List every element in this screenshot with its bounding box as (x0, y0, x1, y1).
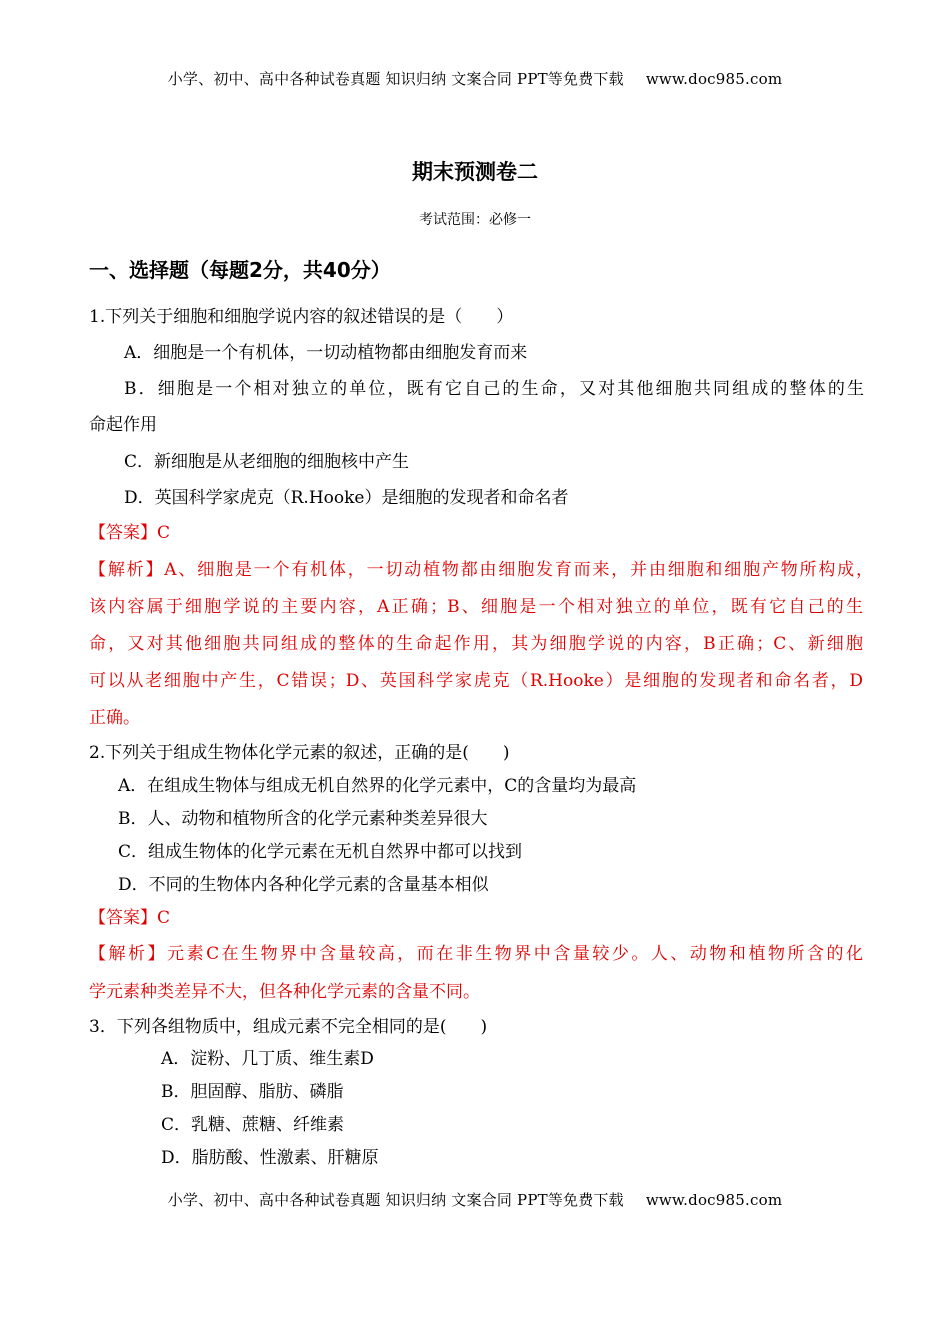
page-subtitle: 考试范围：必修一 (419, 212, 531, 228)
page-header (0, 68, 950, 89)
section-heading: 一、选择题（每题2分，共40分） (89, 258, 391, 282)
q1-option-d: D．英国科学家虎克（R.Hooke）是细胞的发现者和命名者 (124, 488, 569, 508)
q1-answer-tag: 【答案】 (89, 523, 157, 543)
q1-analysis-text1: A、细胞是一个有机体，一切动植物都由细胞发育而来，并由细胞和细胞产物所构成， (164, 560, 874, 580)
q2-answer-tag: 【答案】 (89, 908, 157, 928)
q1-analysis-line5: 正确。 (89, 708, 140, 728)
q1-analysis-line3: 命，又对其他细胞共同组成的整体的生命起作用，其为细胞学说的内容，B正确；C、新细胞 (89, 634, 863, 654)
q1-analysis-line2: 该内容属于细胞学说的主要内容，A正确；B、细胞是一个相对独立的单位，既有它自己的生 (89, 597, 863, 617)
q3-option-c: C．乳糖、蔗糖、纤维素 (161, 1115, 345, 1135)
q2-stem: 2.下列关于组成生物体化学元素的叙述，正确的是( ) (89, 743, 510, 763)
q1-analysis-tag: 【解析】 (89, 560, 165, 580)
page-footer (0, 1189, 950, 1210)
q3-stem: 3．下列各组物质中，组成元素不完全相同的是( ) (89, 1017, 488, 1037)
q1-answer-value: C (157, 523, 171, 543)
q1-option-c: C．新细胞是从老细胞的细胞核中产生 (124, 452, 410, 472)
q1-analysis-line4: 可以从老细胞中产生，C错误；D、英国科学家虎克（R.Hooke）是细胞的发现者和命名者，D (89, 671, 863, 691)
footer-text: 小学、初中、高中各种试卷真题 知识归纳 文案合同 PPT等免费下载 (167, 1191, 624, 1209)
q2-analysis-text1: 元素C在生物界中含量较高，而在非生物界中含量较少。人、动物和植物所含的化 (167, 944, 864, 964)
q2-option-d: D．不同的生物体内各种化学元素的含量基本相似 (118, 875, 489, 895)
q3-option-a: A．淀粉、几丁质、维生素D (161, 1049, 374, 1069)
q3-option-d: D．脂肪酸、性激素、肝糖原 (161, 1148, 379, 1168)
page-title: 期末预测卷二 (412, 160, 538, 184)
header-text: 小学、初中、高中各种试卷真题 知识归纳 文案合同 PPT等免费下载 (167, 70, 624, 88)
q1-option-b-line2: 命起作用 (89, 415, 157, 435)
header-site: www.doc985.com (645, 70, 783, 88)
q2-answer-value: C (157, 908, 171, 928)
q2-option-a: A．在组成生物体与组成无机自然界的化学元素中，C的含量均为最高 (118, 776, 637, 796)
q3-option-b: B．胆固醇、脂肪、磷脂 (161, 1082, 344, 1102)
q2-option-b: B．人、动物和植物所含的化学元素种类差异很大 (118, 809, 488, 829)
q1-stem: 1.下列关于细胞和细胞学说内容的叙述错误的是（ ） (89, 307, 514, 327)
footer-site: www.doc985.com (645, 1191, 783, 1209)
q1-option-b-line1: B．细胞是一个相对独立的单位，既有它自己的生命，又对其他细胞共同组成的整体的生 (124, 379, 864, 399)
q2-analysis-tag: 【解析】 (89, 944, 168, 964)
q1-answer (89, 522, 170, 544)
q1-option-a: A．细胞是一个有机体，一切动植物都由细胞发育而来 (124, 343, 528, 363)
q2-analysis-line2: 学元素种类差异不大，但各种化学元素的含量不同。 (89, 982, 480, 1002)
q2-analysis-line1 (89, 943, 863, 965)
q2-option-c: C．组成生物体的化学元素在无机自然界中都可以找到 (118, 842, 523, 862)
q2-answer (89, 907, 170, 929)
q1-analysis-line1 (89, 559, 873, 581)
